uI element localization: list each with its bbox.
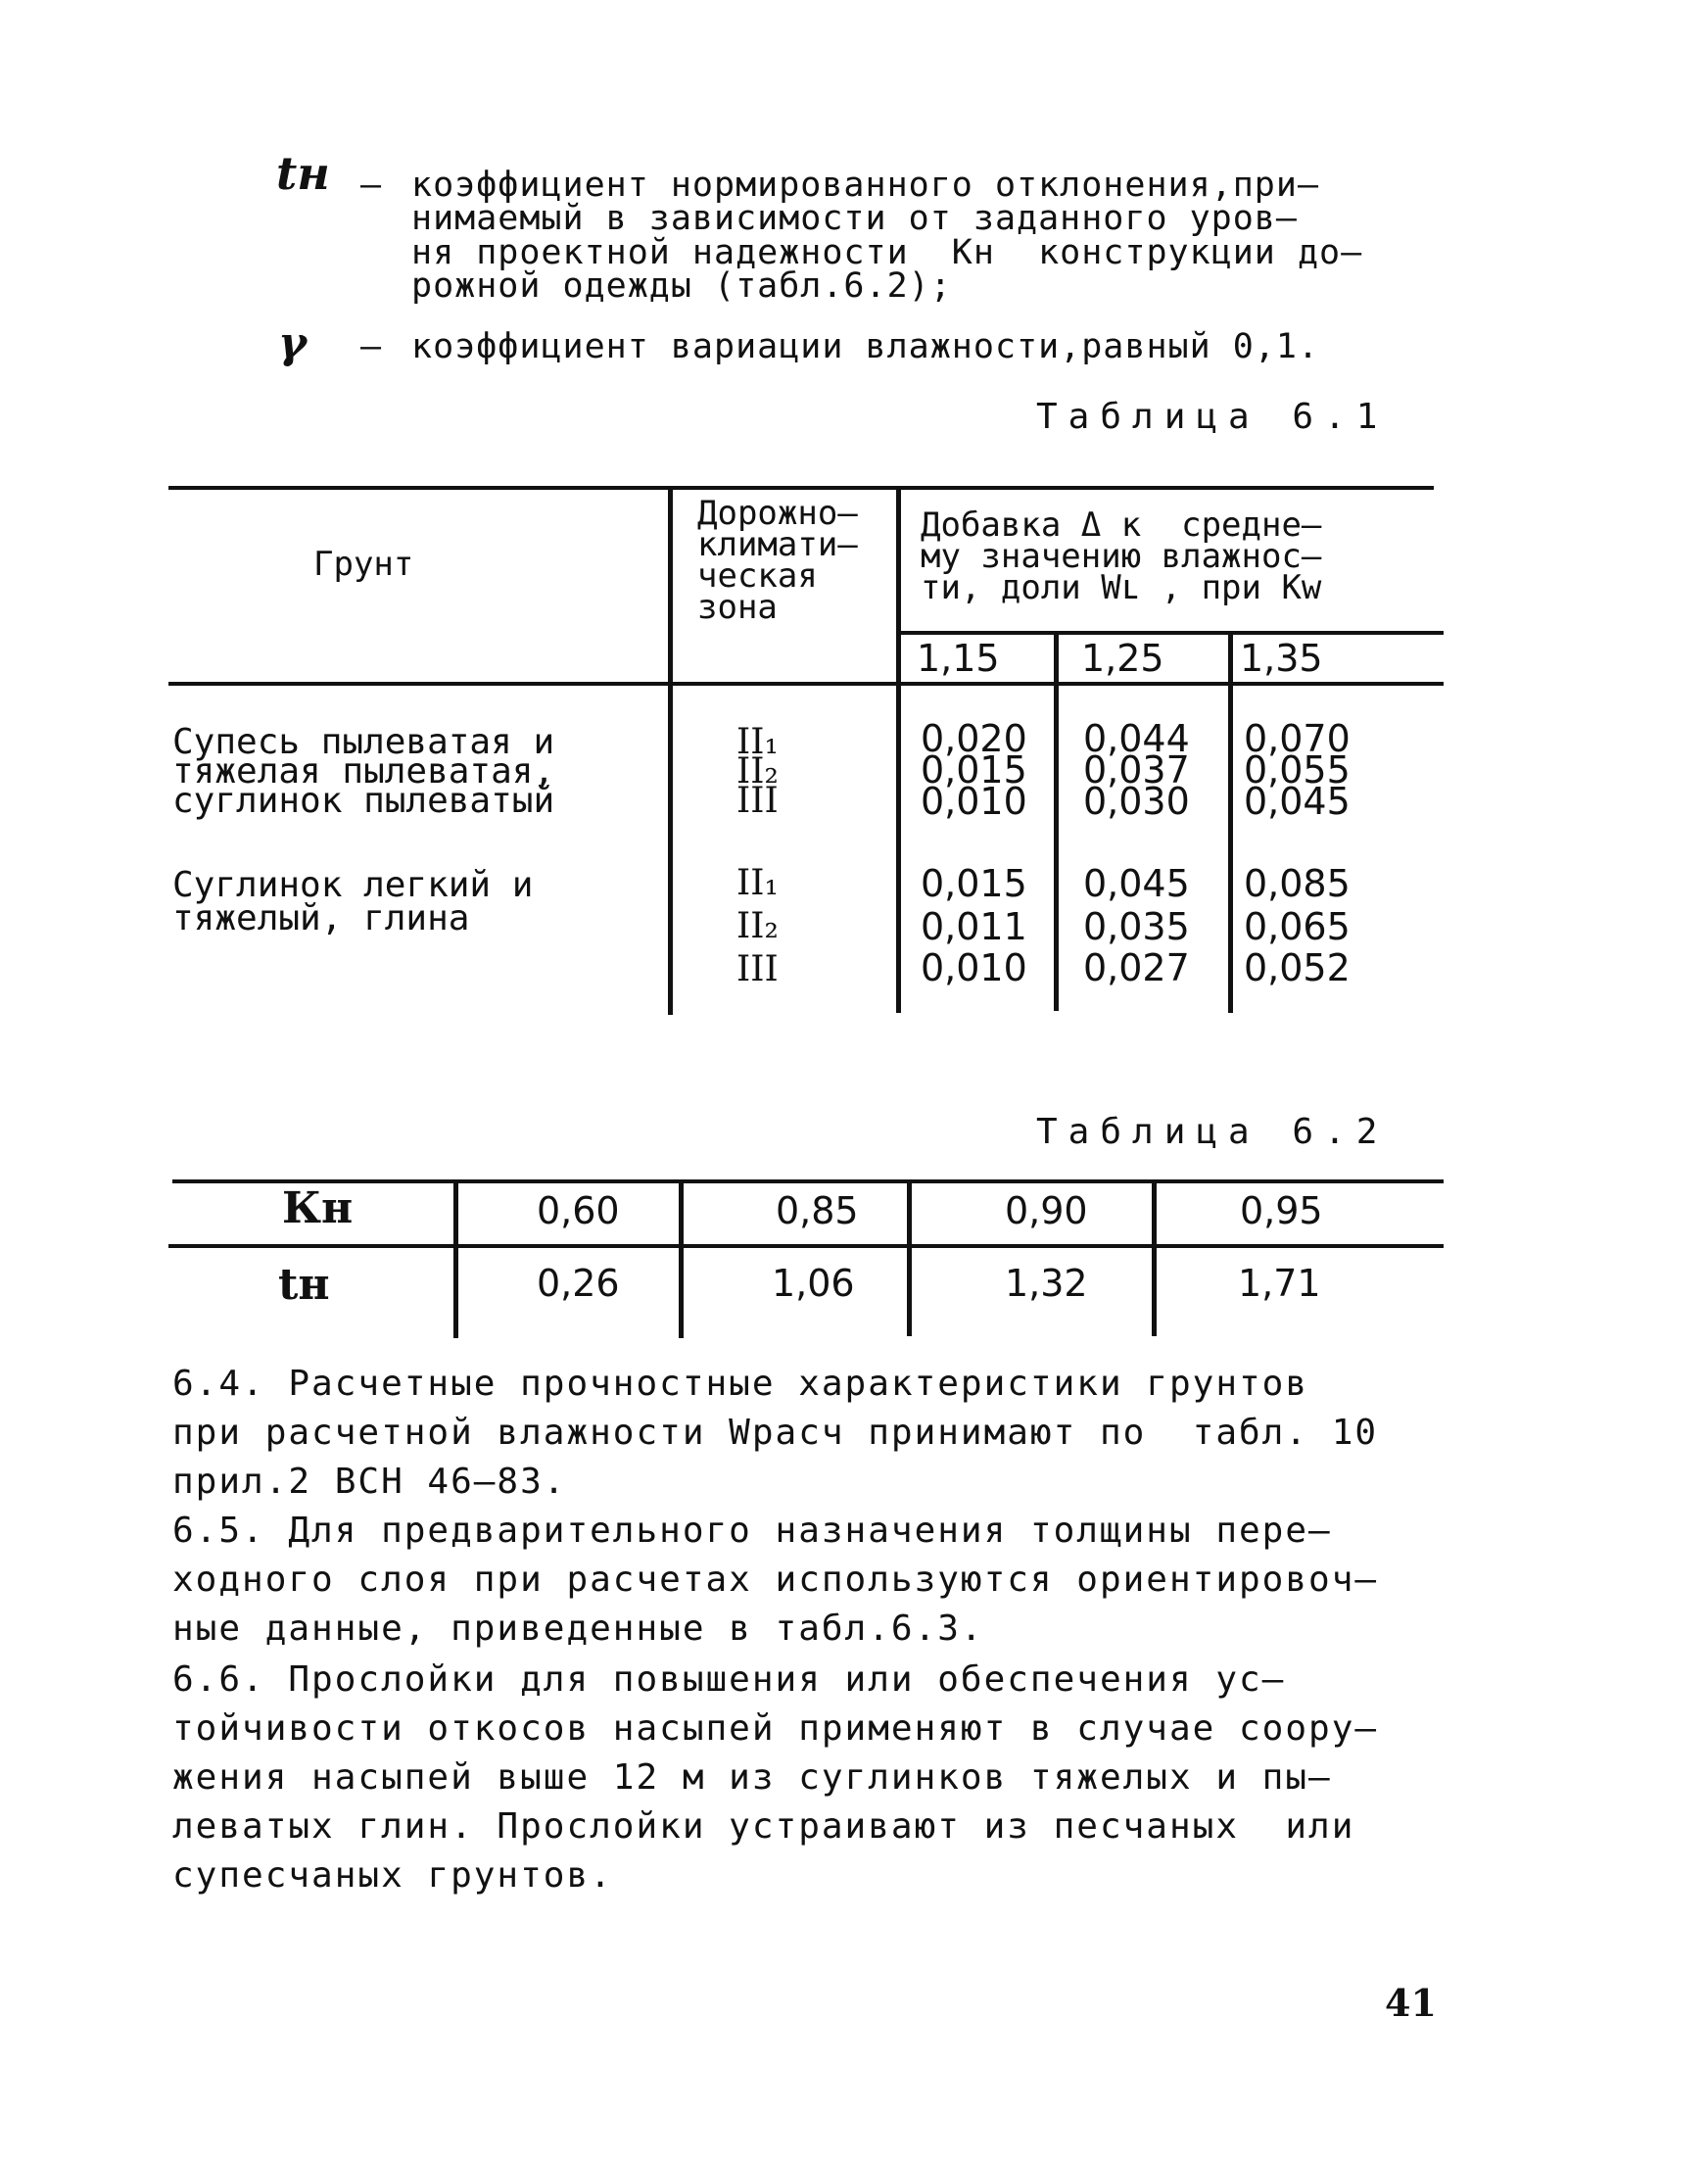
paragraph-line: супесчаных грунтов. <box>172 1855 613 1896</box>
soil-name-line: Супесь пылеватая и <box>172 722 555 762</box>
paragraph-line: 6.6. Прослойки для повышения или обеспечения ус– <box>172 1659 1286 1700</box>
value-cell: 0,010 <box>921 946 1027 989</box>
definition-line: нимаемый в зависимости от заданного уров– <box>411 199 1298 238</box>
kn-value: 0,85 <box>776 1189 859 1232</box>
kw-value: 1,35 <box>1240 637 1323 680</box>
value-cell: 0,045 <box>1244 780 1351 823</box>
definition-line: ня проектной надежности Кн конструкции до– <box>411 233 1363 272</box>
value-cell: 0,030 <box>1083 780 1190 823</box>
paragraph-line: при расчетной влажности Wрасч принимают по табл. 10 <box>172 1413 1379 1453</box>
tn-value: 1,71 <box>1238 1262 1321 1305</box>
soil-name-line: тяжелая пылеватая, <box>172 751 555 792</box>
value-cell: 0,015 <box>921 748 1027 792</box>
paragraph-line: 6.5. Для предварительного назначения толщины пере– <box>172 1511 1332 1551</box>
soil-name-line: суглинок пылеватый <box>172 781 555 821</box>
value-cell: 0,065 <box>1244 905 1351 948</box>
value-cell: 0,070 <box>1244 717 1351 760</box>
zone-value: II₁ <box>736 722 779 762</box>
value-cell: 0,085 <box>1244 862 1351 905</box>
paragraph-6-4 <box>172 1360 1446 1507</box>
tn-value: 0,26 <box>537 1262 620 1305</box>
table-rule <box>168 486 1434 490</box>
kn-label: Кн <box>282 1183 354 1233</box>
definition-dash: – <box>360 166 383 205</box>
definition-line: коэффициент вариации влажности,равный 0,1. <box>411 327 1320 366</box>
table-6-2-caption: Таблица 6.2 <box>1036 1112 1389 1152</box>
kw-value: 1,15 <box>917 637 1000 680</box>
value-cell: 0,011 <box>921 905 1027 948</box>
table-rule <box>907 1179 912 1336</box>
table-rule <box>1152 1179 1157 1336</box>
paragraph-line: ходного слоя при расчетах используются ориентировоч– <box>172 1560 1379 1600</box>
header-zone-line: Дорожно– <box>697 494 858 533</box>
header-zone-line: ческая <box>697 556 818 596</box>
table-rule <box>168 682 1444 686</box>
table-rule <box>668 486 673 1015</box>
header-addition-line: му значению влажнос– <box>921 537 1322 576</box>
page-number: 41 <box>1385 1981 1437 2025</box>
definition-line: рожной одежды (табл.6.2); <box>411 266 952 306</box>
table-rule <box>172 1179 1444 1183</box>
kn-value: 0,95 <box>1240 1189 1323 1232</box>
zone-value: II₂ <box>736 906 779 946</box>
table-rule <box>679 1179 684 1338</box>
paragraph-line: жения насыпей выше 12 м из суглинков тяжелых и пы– <box>172 1757 1332 1798</box>
zone-value: II₂ <box>736 751 779 792</box>
definition-dash: – <box>360 327 383 366</box>
paragraph-6-6 <box>172 1656 1446 1900</box>
symbol-tn: tн <box>276 147 330 200</box>
symbol-gamma: γ <box>278 318 308 368</box>
table-rule <box>453 1179 458 1338</box>
table-rule <box>1054 631 1059 1011</box>
paragraph-line: тойчивости откосов насыпей применяют в случае соору– <box>172 1708 1379 1749</box>
soil-name-line: тяжелый, глина <box>172 898 470 938</box>
table-rule <box>896 486 901 1013</box>
paragraph-line: леватых глин. Прослойки устраивают из песчаных или <box>172 1806 1355 1847</box>
value-cell: 0,044 <box>1083 717 1190 760</box>
kn-value: 0,90 <box>1005 1189 1088 1232</box>
value-cell: 0,010 <box>921 780 1027 823</box>
value-cell: 0,027 <box>1083 946 1190 989</box>
zone-value: III <box>736 781 779 821</box>
header-addition-line: Добавка Δ к средне– <box>921 505 1322 545</box>
table-rule <box>899 631 1444 635</box>
value-cell: 0,045 <box>1083 862 1190 905</box>
header-zone-line: климати– <box>697 525 858 564</box>
tn-value: 1,06 <box>772 1262 855 1305</box>
tn-value: 1,32 <box>1005 1262 1088 1305</box>
paragraph-line: ные данные, приведенные в табл.6.3. <box>172 1609 984 1649</box>
table-rule <box>1228 631 1233 1013</box>
value-cell: 0,052 <box>1244 946 1351 989</box>
tn-label: tн <box>278 1260 330 1310</box>
soil-name-line: Суглинок легкий и <box>172 865 534 905</box>
table-rule <box>168 1244 1444 1248</box>
table-6-1-caption: Таблица 6.1 <box>1036 397 1389 437</box>
definition-line: коэффициент нормированного отклонения,при– <box>411 166 1320 205</box>
paragraph-line: прил.2 ВСН 46–83. <box>172 1462 567 1502</box>
value-cell: 0,055 <box>1244 748 1351 792</box>
kw-value: 1,25 <box>1081 637 1164 680</box>
paragraph-line: 6.4. Расчетные прочностные характеристики грунтов <box>172 1364 1309 1404</box>
value-cell: 0,020 <box>921 717 1027 760</box>
header-addition-line: ти, доли Wʟ , при Кw <box>921 568 1322 607</box>
value-cell: 0,015 <box>921 862 1027 905</box>
kn-value: 0,60 <box>537 1189 620 1232</box>
header-soil: Грунт <box>313 545 414 584</box>
value-cell: 0,035 <box>1083 905 1190 948</box>
zone-value: II₁ <box>736 863 779 903</box>
header-zone-line: зона <box>697 588 778 627</box>
zone-value: III <box>736 949 779 989</box>
value-cell: 0,037 <box>1083 748 1190 792</box>
paragraph-6-5 <box>172 1507 1446 1654</box>
